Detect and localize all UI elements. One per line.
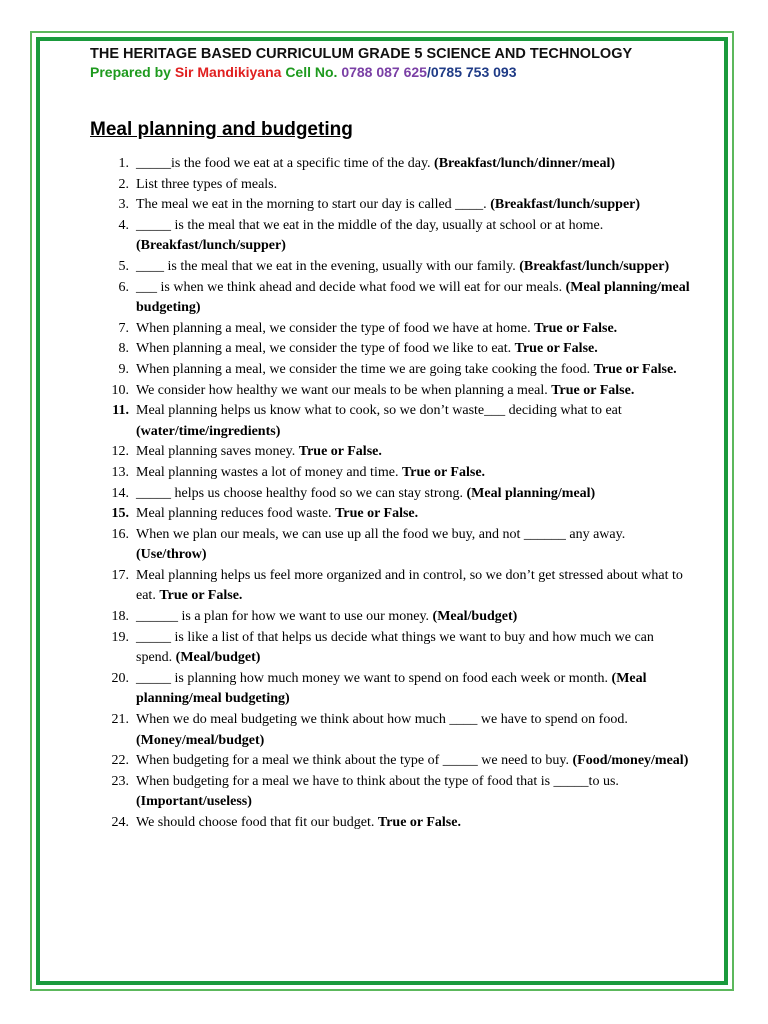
question-text: When budgeting for a meal we have to think about the type of food that is _____to us. — [136, 773, 619, 789]
question-item — [90, 360, 690, 381]
question-number: 21. — [111, 712, 129, 728]
question-number: 18. — [111, 609, 129, 625]
question-item — [90, 278, 690, 319]
question-text: When we do meal budgeting we think about how much ____ we have to spend on food. — [136, 712, 628, 728]
answer-options: (Meal planning/meal budgeting) — [136, 670, 647, 707]
prepared-by-label: Prepared by — [90, 64, 171, 80]
question-text: We consider how healthy we want our meals to be when planning a meal. — [136, 382, 548, 398]
question-item — [90, 216, 690, 257]
answer-options: (water/time/ingredients) — [136, 423, 281, 439]
answer-options: (Food/money/meal) — [572, 753, 689, 769]
worksheet-header — [90, 46, 690, 80]
question-number: 12. — [111, 444, 129, 460]
phone-number-1: 0788 087 625 — [341, 64, 427, 80]
question-item — [90, 628, 690, 669]
cell-label: Cell No. — [285, 64, 338, 80]
question-text: _____ is planning how much money we want to spend on food each week or month. — [136, 670, 609, 686]
answer-options: (Meal/budget) — [432, 609, 518, 625]
question-number: 4. — [118, 217, 129, 233]
question-number: 9. — [118, 361, 129, 377]
phone-number-2: 0785 753 093 — [430, 64, 517, 80]
question-number: 2. — [118, 176, 129, 192]
question-number: 5. — [118, 258, 129, 274]
answer-options: True or False. — [335, 506, 419, 522]
question-item — [90, 401, 690, 442]
answer-options: True or False. — [593, 361, 677, 377]
answer-options: True or False. — [551, 382, 635, 398]
question-number: 10. — [111, 382, 129, 398]
question-number: 14. — [111, 485, 129, 501]
answer-options: True or False. — [534, 320, 618, 336]
question-item — [90, 175, 690, 196]
question-text: When we plan our meals, we can use up all the food we buy, and not ______ any away. — [136, 526, 626, 542]
question-item — [90, 751, 690, 772]
question-item — [90, 319, 690, 340]
question-number: 1. — [118, 156, 129, 171]
answer-options: (Use/throw) — [136, 547, 207, 563]
question-item — [90, 154, 690, 175]
question-text: Meal planning helps us know what to cook, so we don’t waste___ deciding what to eat — [136, 403, 622, 419]
question-text: ____ is the meal that we eat in the evening, usually with our family. — [136, 258, 516, 274]
question-item — [90, 607, 690, 628]
answer-options: (Meal/budget) — [175, 650, 261, 666]
question-item — [90, 710, 690, 751]
page-title: Meal planning and budgeting — [90, 119, 353, 140]
question-text: _____ helps us choose healthy food so we can stay strong. — [136, 485, 463, 501]
question-item — [90, 257, 690, 278]
answer-options: (Meal planning/meal budgeting) — [136, 279, 690, 316]
question-item — [90, 669, 690, 710]
question-number: 23. — [111, 773, 129, 789]
question-number: 7. — [118, 320, 129, 336]
question-item — [90, 813, 690, 834]
question-text: We should choose food that fit our budget. — [136, 815, 375, 830]
question-text: Meal planning saves money. — [136, 444, 296, 460]
curriculum-heading: THE HERITAGE BASED CURRICULUM GRADE 5 SCIENCE AND TECHNOLOGY — [90, 46, 633, 62]
question-text: Meal planning helps us feel more organized and in control, so we don’t get stressed about what to eat. — [136, 567, 683, 604]
question-item — [90, 463, 690, 484]
answer-options: (Meal planning/meal) — [466, 485, 596, 501]
question-number: 11. — [112, 403, 129, 419]
answer-options: (Breakfast/lunch/supper) — [519, 258, 670, 274]
question-item — [90, 504, 690, 525]
prepared-by-line — [90, 64, 690, 80]
question-text: When planning a meal, we consider the time we are going take cooking the food. — [136, 361, 591, 377]
question-item — [90, 195, 690, 216]
question-text: _____ is the meal that we eat in the middle of the day, usually at school or at home. — [136, 217, 604, 233]
answer-options: (Breakfast/lunch/supper) — [490, 197, 641, 213]
question-item — [90, 339, 690, 360]
question-number: 13. — [111, 464, 129, 480]
answer-options: True or False. — [514, 341, 598, 357]
question-list — [90, 154, 690, 834]
question-item — [90, 525, 690, 566]
answer-options: True or False. — [401, 464, 486, 480]
question-number: 20. — [111, 670, 129, 686]
answer-options: (Important/useless) — [136, 794, 252, 810]
question-number: 8. — [118, 341, 129, 357]
question-item — [90, 381, 690, 402]
answer-options: (Breakfast/lunch/supper) — [136, 238, 286, 254]
question-text: ___ is when we think ahead and decide what food we will eat for our meals. — [136, 279, 563, 295]
question-number: 6. — [118, 279, 129, 295]
answer-options: (Breakfast/lunch/dinner/meal) — [434, 156, 616, 171]
answer-options: True or False. — [377, 815, 461, 830]
question-item — [90, 772, 690, 813]
question-number: 19. — [111, 629, 129, 645]
answer-options: (Money/meal/budget) — [136, 732, 265, 748]
question-item — [90, 566, 690, 607]
answer-options: True or False. — [298, 444, 382, 460]
question-text: ______ is a plan for how we want to use our money. — [136, 609, 430, 625]
question-text: List three types of meals. — [136, 176, 278, 192]
author-name: Sir Mandikiyana — [174, 64, 282, 80]
question-text: When planning a meal, we consider the type of food we like to eat. — [136, 341, 512, 357]
question-text: When planning a meal, we consider the type of food we have at home. — [136, 320, 531, 336]
question-text: Meal planning wastes a lot of money and time. — [136, 464, 399, 480]
answer-options: True or False. — [159, 588, 243, 604]
question-text: When budgeting for a meal we think about the type of _____ we need to buy. — [136, 753, 569, 769]
question-text: _____is the food we eat at a specific time of the day. — [136, 156, 431, 171]
question-number: 15. — [111, 506, 129, 522]
question-number: 3. — [118, 197, 129, 213]
question-number: 24. — [111, 815, 129, 830]
phone-separator: / — [426, 64, 431, 80]
question-item — [90, 484, 690, 505]
question-text: The meal we eat in the morning to start our day is called ____. — [136, 197, 487, 213]
question-number: 22. — [111, 753, 129, 769]
question-number: 16. — [111, 526, 129, 542]
question-item — [90, 442, 690, 463]
question-text: _____ is like a list of that helps us decide what things we want to buy and how much we can spend. — [136, 629, 654, 666]
question-text: Meal planning reduces food waste. — [136, 506, 332, 522]
question-number: 17. — [111, 567, 129, 583]
